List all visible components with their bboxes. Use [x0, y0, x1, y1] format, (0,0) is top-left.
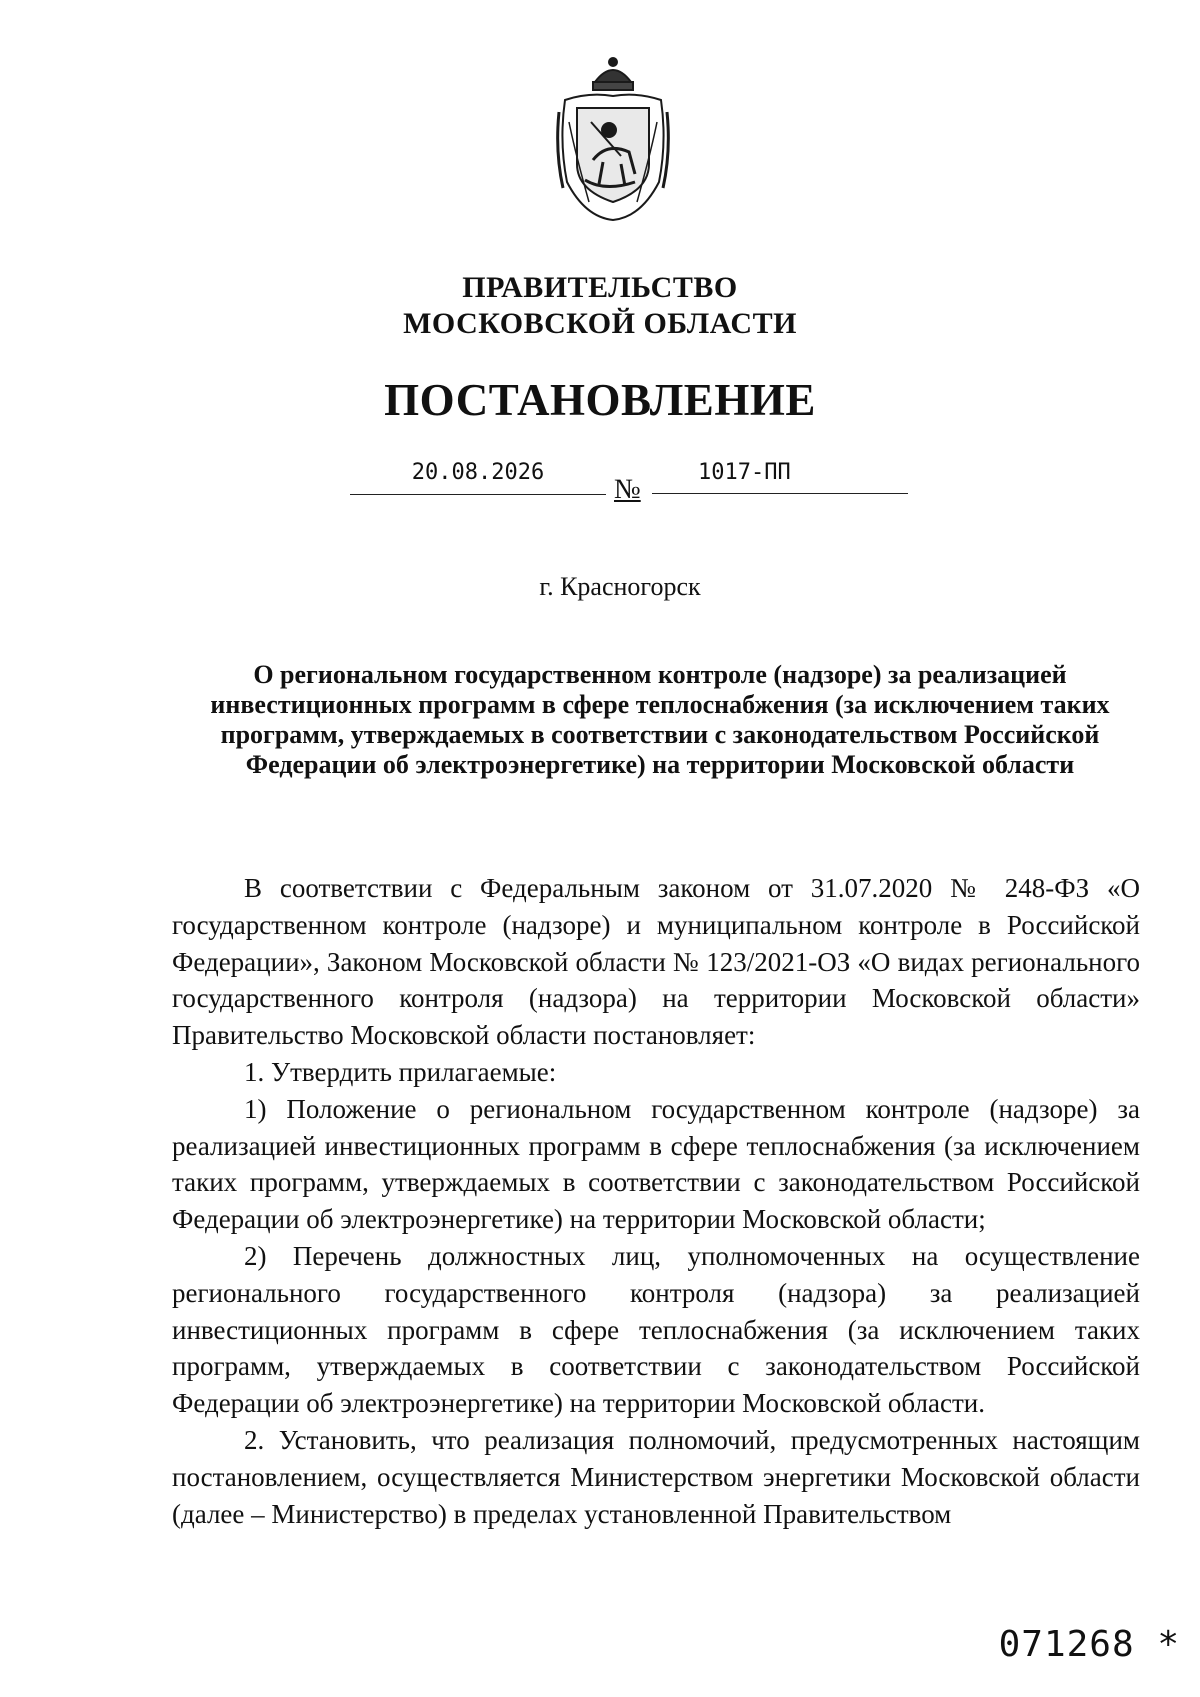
- document-heading: О региональном государственном контроле (надзоре) за реализацией инвестиционных программ в сфере теплоснабжения (за исключением таких программ, утверждаемых в соответствии с законодательством Российской Федерации об электроэнергетике) на территории Московской области: [210, 660, 1110, 779]
- paragraph-clause-2: 2. Установить, что реализация полномочий, предусмотренных настоящим постановлением, осуществляется Министерством энергетики Московской области (далее – Министерство) в пределах установленной Правительством: [172, 1424, 1140, 1529]
- document-body: [172, 870, 1140, 1532]
- government-name-line1: ПРАВИТЕЛЬСТВО: [462, 271, 738, 304]
- document-type-title: ПОСТАНОВЛЕНИЕ: [384, 375, 816, 425]
- government-name-line2: МОСКОВСКОЙ ОБЛАСТИ: [403, 307, 797, 340]
- serial-number: 071268 *: [998, 1624, 1180, 1665]
- paragraph-item-1: 1) Положение о региональном государственном контроле (надзоре) за реализацией инвестиционных программ в сфере теплоснабжения (за исключением таких программ, утверждаемых в соответствии с законодательством Российской Федерации об электроэнергетике) на территории Московской области;: [172, 1093, 1140, 1235]
- paragraph-clause-1: 1. Утвердить прилагаемые:: [244, 1056, 557, 1087]
- number-sign: №: [614, 474, 641, 505]
- paragraph-item-2: 2) Перечень должностных лиц, уполномоченных на осуществление регионального государственного контроля (надзора) за реализацией инвестиционных программ в сфере теплоснабжения (за исключением таких программ, утверждаемых в соответствии с законодательством Российской Федерации об электроэнергетике) на территории Московской области.: [172, 1240, 1140, 1419]
- coat-of-arms-icon: [555, 52, 671, 222]
- paragraph-preamble: В соответствии с Федеральным законом от 31.07.2020 № 248-ФЗ «О государственном контроле (надзоре) и муниципальном контроле в Российской Федерации», Законом Московской области № 123/2021-ОЗ «О видах регионального государственного контроля (надзора) на территории Московской области» Правительство Московской области постановляет:: [172, 873, 1140, 1051]
- document-date: 20.08.2026: [350, 460, 606, 495]
- city-name: г. Красногорск: [539, 572, 701, 601]
- document-number: 1017-ПП: [652, 460, 908, 494]
